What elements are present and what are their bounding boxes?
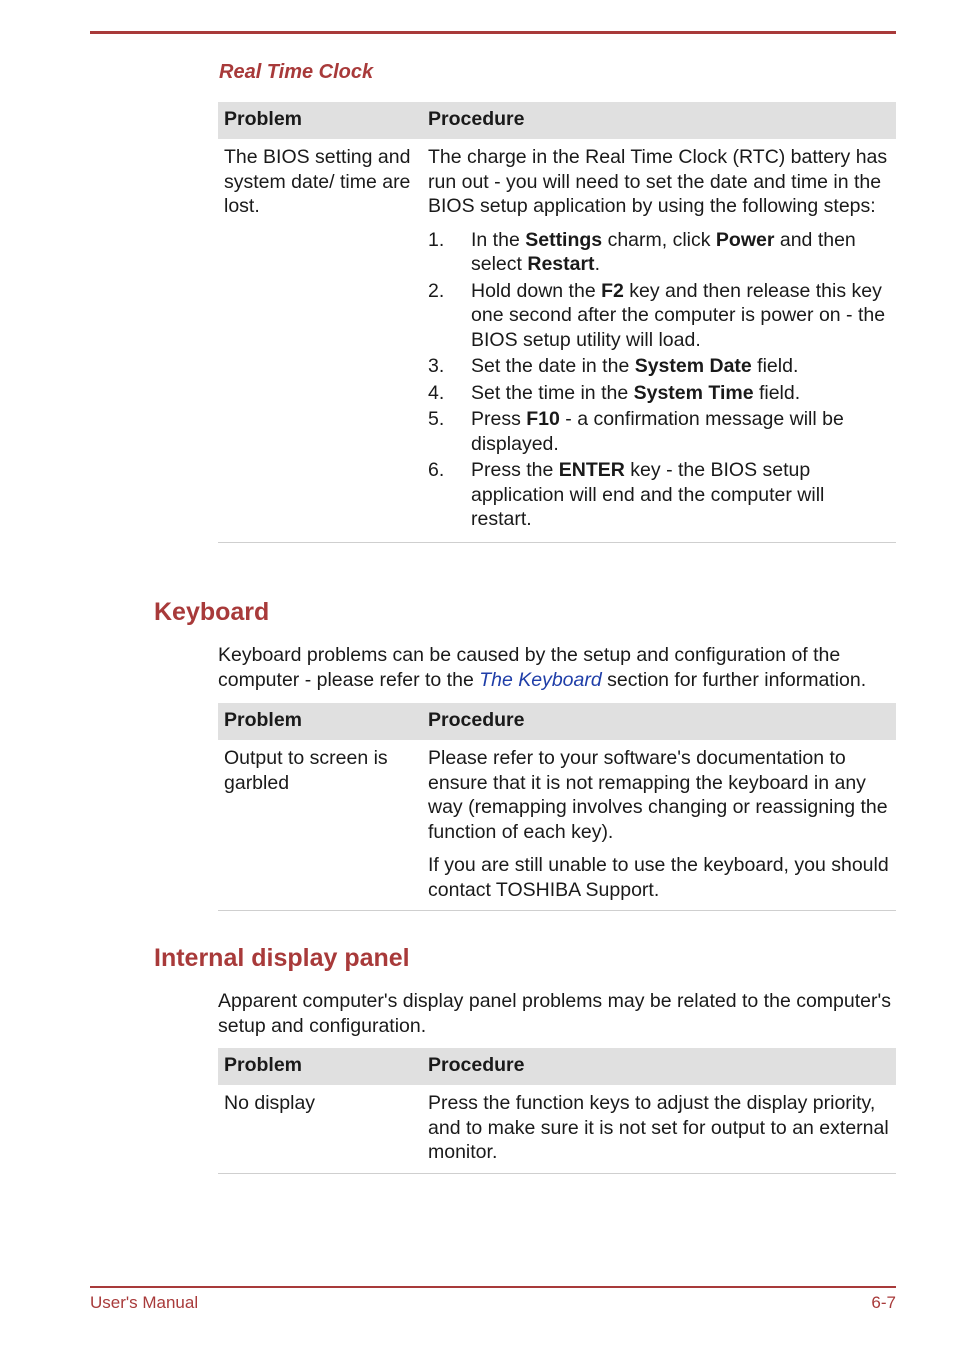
page-number: 6-7 bbox=[871, 1293, 896, 1312]
header-procedure: Procedure bbox=[422, 1048, 896, 1085]
procedure-text: Please refer to your software's documentation to ensure that it is not remapping the keyboard in any way (remapping involves changing or reassigning the function of each key). bbox=[428, 747, 888, 843]
keyboard-heading: Keyboard bbox=[154, 598, 270, 626]
display-table bbox=[218, 1048, 896, 1174]
keyboard-intro: Keyboard problems can be caused by the setup and configuration of the computer - please refer to the The Keyboard section for further information. bbox=[218, 644, 867, 691]
list-item bbox=[428, 407, 890, 456]
table-row bbox=[218, 139, 896, 542]
table-header-row bbox=[218, 703, 896, 740]
procedure-text: If you are still unable to use the keyboard, you should contact TOSHIBA Support. bbox=[428, 854, 889, 901]
rtc-title: Real Time Clock bbox=[219, 61, 374, 83]
rtc-table bbox=[218, 102, 896, 543]
step-number: 6. bbox=[428, 459, 445, 481]
procedure-cell bbox=[422, 139, 896, 542]
step-text: Set the date in the System Date field. bbox=[471, 355, 799, 377]
step-text: Hold down the F2 key and then release this key one second after the computer is power on - the BIOS setup utility will load. bbox=[471, 279, 886, 351]
header-problem: Problem bbox=[218, 1048, 422, 1085]
step-number: 5. bbox=[428, 408, 445, 430]
step-number: 3. bbox=[428, 355, 445, 377]
procedure-cell: Press the function keys to adjust the display priority, and to make sure it is not set for output to an external monitor. bbox=[422, 1085, 896, 1173]
the-keyboard-link[interactable]: The Keyboard bbox=[479, 668, 602, 691]
list-item bbox=[428, 354, 890, 379]
procedure-intro: The charge in the Real Time Clock (RTC) battery has run out - you will need to set the date and time in the BIOS setup application by using the following steps: bbox=[428, 146, 888, 217]
problem-cell: No display bbox=[218, 1085, 422, 1173]
list-item bbox=[428, 381, 890, 406]
header-procedure: Procedure bbox=[422, 102, 896, 139]
problem-cell: The BIOS setting and system date/ time are lost. bbox=[218, 139, 422, 542]
table-row bbox=[218, 740, 896, 911]
header-procedure: Procedure bbox=[422, 703, 896, 740]
header-problem: Problem bbox=[218, 703, 422, 740]
footer-manual-title: User's Manual bbox=[90, 1293, 199, 1312]
step-number: 1. bbox=[428, 228, 445, 251]
table-header-row bbox=[218, 1048, 896, 1085]
table-header-row bbox=[218, 102, 896, 139]
display-intro: Apparent computer's display panel problems may be related to the computer's setup and configuration. bbox=[218, 990, 891, 1037]
header-problem: Problem bbox=[218, 102, 422, 139]
step-text: In the Settings charm, click Power and then select Restart. bbox=[471, 228, 856, 275]
header-rule bbox=[90, 31, 896, 34]
list-item bbox=[428, 228, 890, 277]
list-item bbox=[428, 279, 890, 353]
footer-rule bbox=[90, 1286, 896, 1288]
problem-cell: Output to screen is garbled bbox=[218, 740, 422, 911]
step-number: 4. bbox=[428, 381, 445, 404]
table-row bbox=[218, 1085, 896, 1173]
keyboard-table bbox=[218, 703, 896, 911]
step-number: 2. bbox=[428, 279, 445, 302]
step-text: Set the time in the System Time field. bbox=[471, 381, 801, 404]
display-heading: Internal display panel bbox=[154, 944, 410, 972]
list-item bbox=[428, 458, 890, 532]
procedure-cell bbox=[422, 740, 896, 911]
step-text: Press the ENTER key - the BIOS setup application will end and the computer will restart. bbox=[471, 459, 825, 530]
steps-list bbox=[428, 228, 890, 532]
step-text: Press F10 - a confirmation message will be displayed. bbox=[471, 408, 844, 455]
